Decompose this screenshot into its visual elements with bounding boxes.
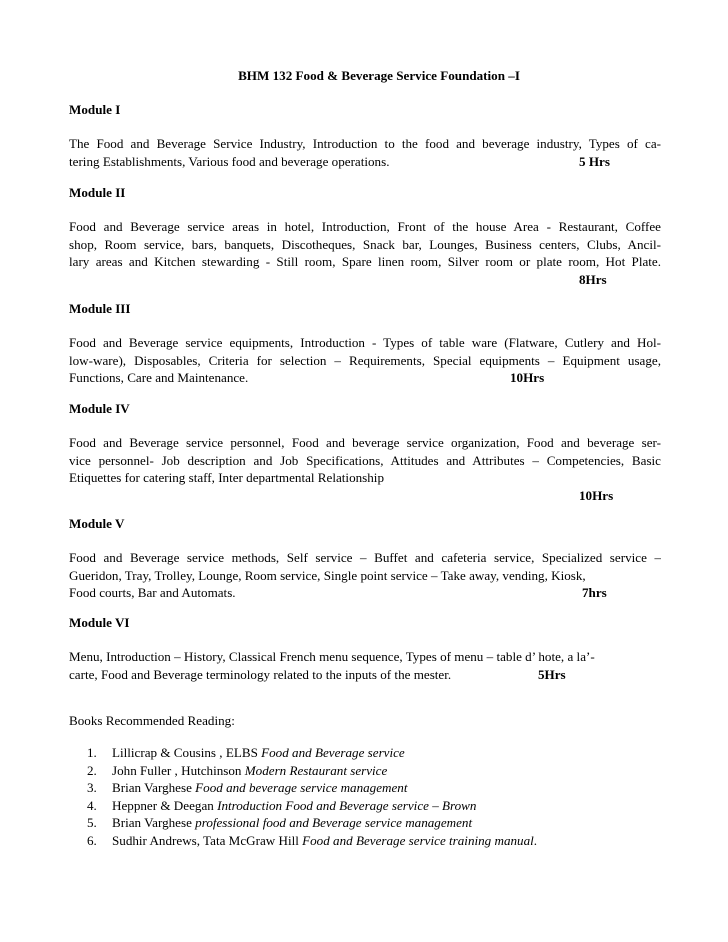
book-title: Introduction Food and Beverage service – Brown [217,797,477,813]
text-line: Food and Beverage service areas in hotel, Introduction, Front of the house Area - Restaurant, Coffee [69,219,661,234]
books-section [69,712,661,849]
text-line: Food and Beverage service methods, Self service – Buffet and cafeteria service, Specialized service – [69,550,661,565]
book-number: 2. [87,762,97,778]
module-heading: Module VI [69,615,130,630]
module-1 [69,101,661,170]
text-line: Food and Beverage service equipments, Introduction - Types of table ware (Flatware, Cutlery and Hol- [69,335,661,350]
book-number: 3. [87,780,97,795]
book-number: 6. [87,832,97,848]
module-description [69,135,661,170]
module-heading: Module III [69,301,131,316]
book-author: Lillicrap & Cousins , ELBS [112,745,262,760]
text-line [69,271,661,289]
module-hours: 10Hrs [579,487,614,503]
books-heading: Books Recommended Reading: [69,713,235,728]
text-line: tering Establishments, Various food and beverage operations. 5 Hrs [69,153,610,169]
book-title: Food and Beverage service [261,745,405,760]
module-description [69,549,661,602]
module-description [69,648,661,683]
book-author: Brian Varghese [112,815,196,830]
book-number: 4. [87,797,97,813]
text-line: Food courts, Bar and Automats. 7hrs [69,585,607,600]
book-author: Brian Varghese [112,780,196,795]
text-line: Gueridon, Tray, Trolley, Lounge, Room service, Single point service – Take away, vending, Kiosk, [69,567,586,583]
text-line: carte, Food and Beverage terminology related to the inputs of the mester. 5Hrs [69,666,566,682]
document-title: BHM 132 Food & Beverage Service Foundation –I [238,68,520,83]
book-item [69,814,661,832]
book-number: 1. [87,745,97,760]
text-line: low-ware), Disposables, Criteria for selection – Requirements, Special equipments – Equipment usage, [69,352,661,368]
book-title: Modern Restaurant service [244,762,388,778]
books-list [69,744,661,849]
book-title: Food and beverage service management [195,780,408,795]
module-description [69,334,661,387]
book-item [69,779,661,797]
book-title: Food and Beverage service training manual [302,832,534,848]
module-heading: Module II [69,185,126,200]
text-line: shop, Room service, bars, banquets, Discotheques, Snack bar, Lounges, Business centers, Clubs, Ancil- [69,236,661,252]
text-line: Menu, Introduction – History, Classical French menu sequence, Types of menu – table d’ hote, a la’- [69,649,595,664]
module-hours: 5Hrs [538,666,566,682]
module-hours: 7hrs [582,585,607,600]
module-hours: 10Hrs [510,370,545,385]
book-item [69,762,661,780]
module-hours: 8Hrs [579,271,607,287]
module-heading: Module IV [69,401,130,416]
book-author: Heppner & Deegan [112,797,218,813]
book-item [69,832,661,850]
text-line: lary areas and Kitchen stewarding - Still room, Spare linen room, Silver room or plate room, Hot Plate. [69,254,661,269]
book-author: John Fuller , Hutchinson [112,762,245,778]
text-line: Etiquettes for catering staff, Inter departmental Relationship [69,470,384,485]
book-suffix: . [533,832,538,848]
book-title: professional food and Beverage service management [195,815,473,830]
module-heading: Module I [69,102,121,117]
module-description [69,218,661,288]
text-line: The Food and Beverage Service Industry, Introduction to the food and beverage industry, Types of ca- [69,136,661,151]
module-3 [69,300,661,387]
book-number: 5. [87,815,97,830]
book-item [69,797,661,815]
book-item [69,744,661,762]
module-description [69,434,661,504]
module-6 [69,614,661,683]
text-line: vice personnel- Job description and Job Specifications, Attitudes and Attributes – Competencies, Basic [69,452,661,468]
module-heading: Module V [69,516,125,531]
text-line [69,487,661,505]
book-author: Sudhir Andrews, Tata McGraw Hill [112,832,303,848]
module-2 [69,184,661,288]
text-line: Functions, Care and Maintenance. 10Hrs [69,370,545,385]
module-hours: 5 Hrs [579,153,610,169]
text-line: Food and Beverage service personnel, Food and beverage service organization, Food and beverage ser- [69,435,661,450]
module-5 [69,515,661,602]
module-4 [69,400,661,504]
